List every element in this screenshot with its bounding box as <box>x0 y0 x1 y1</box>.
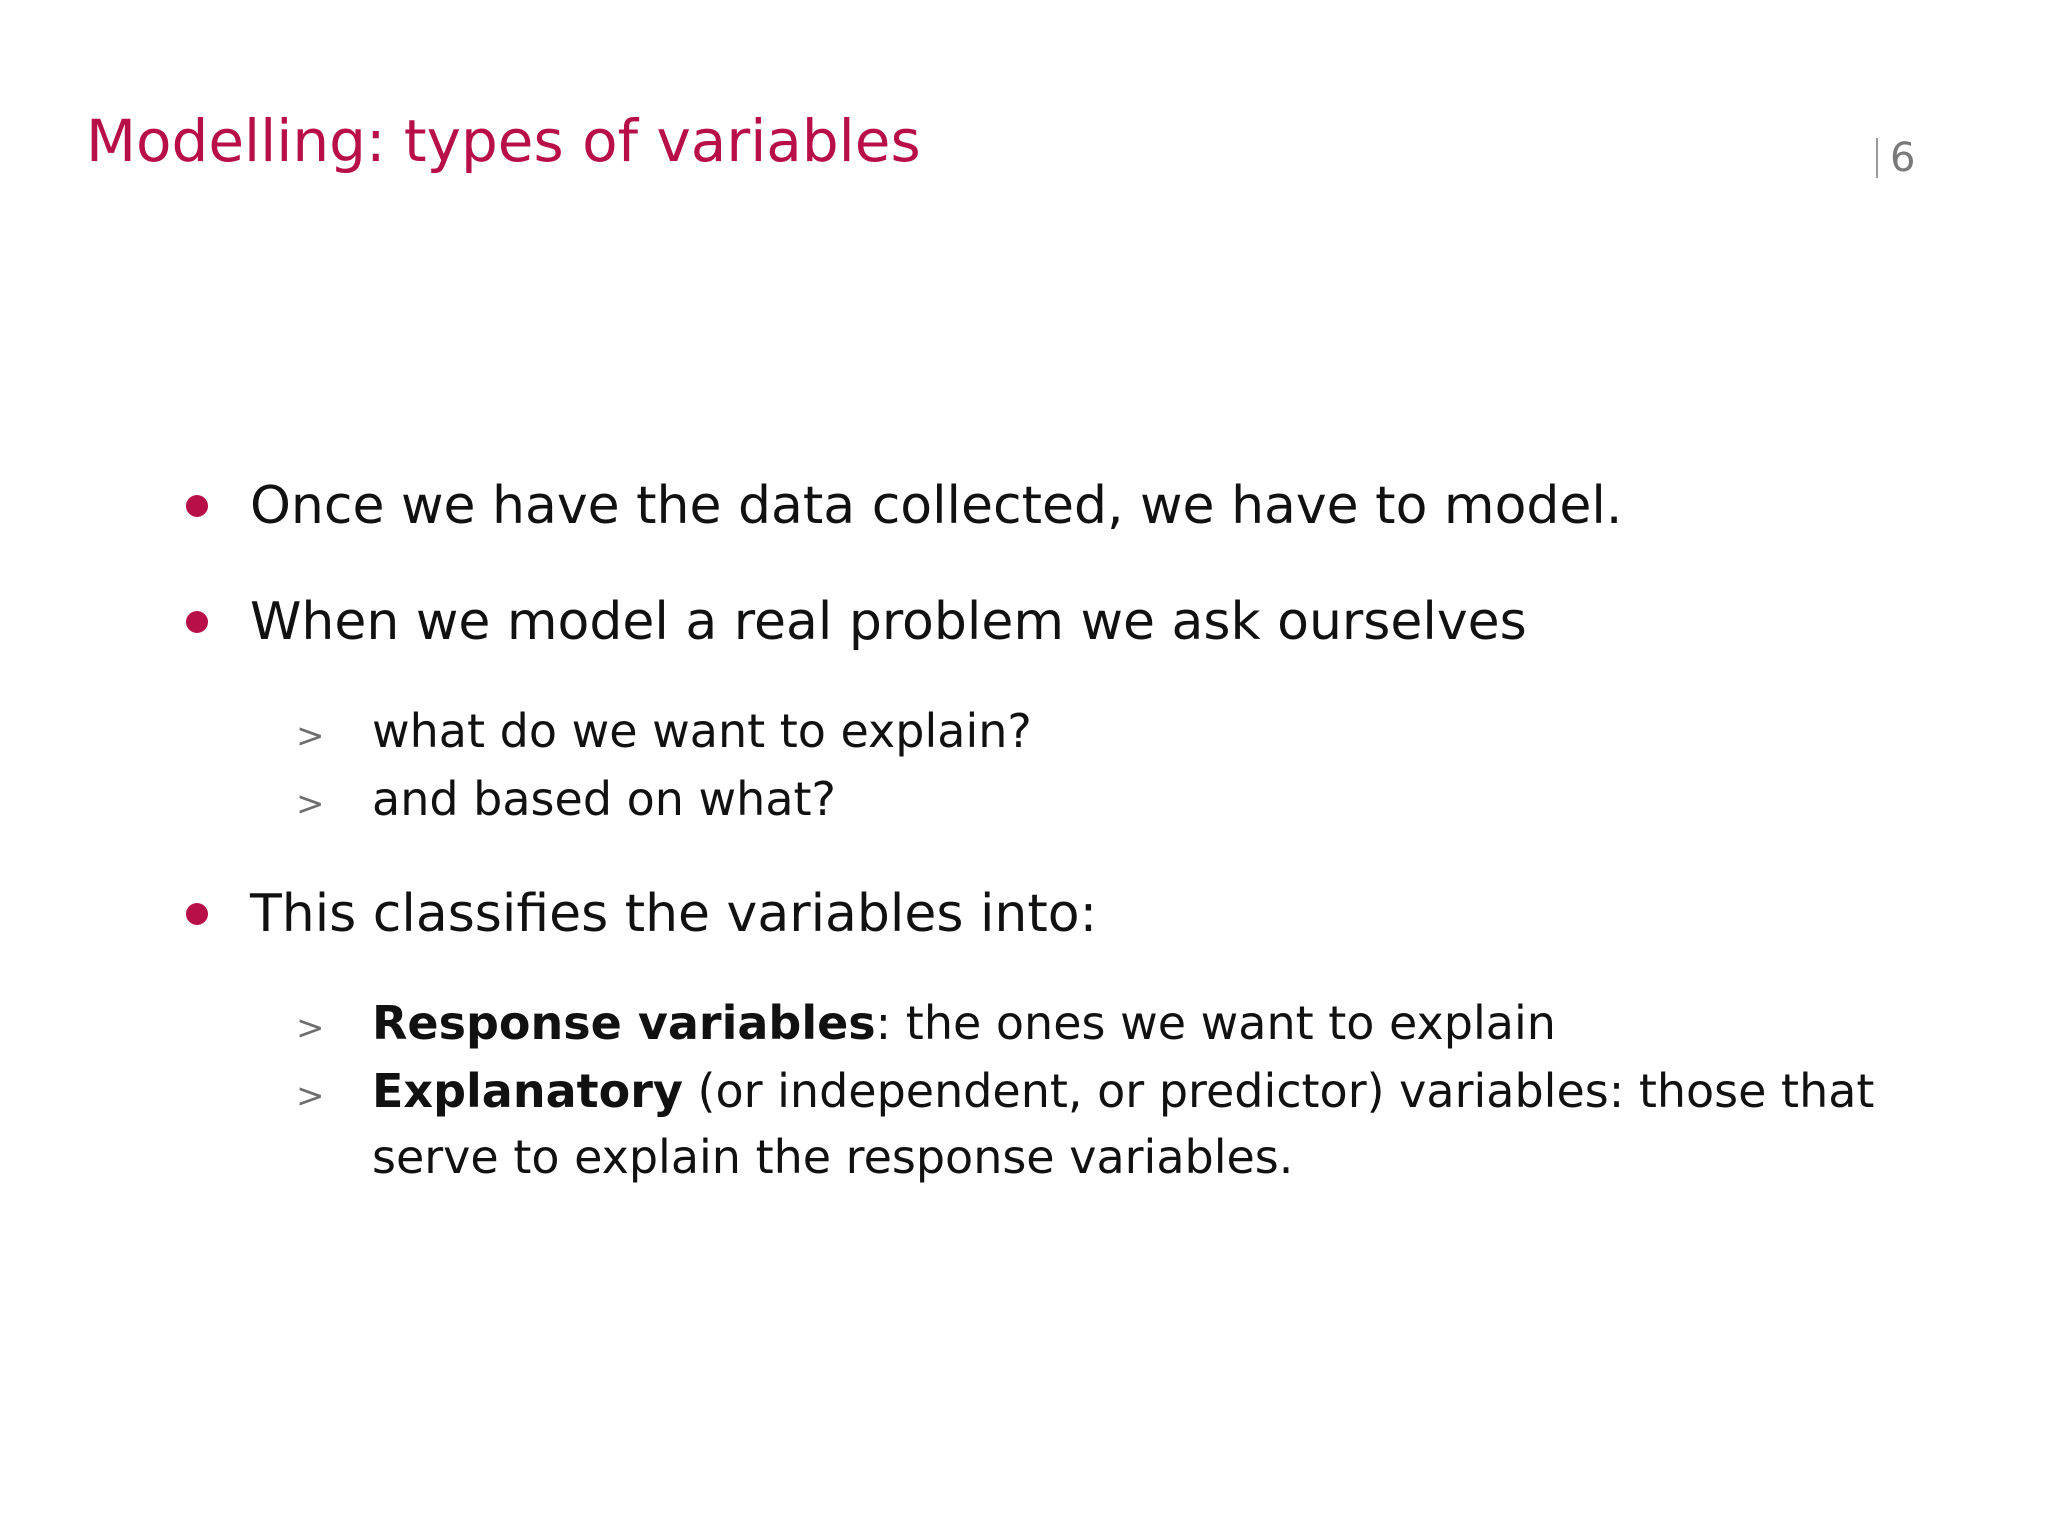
sub-text <box>372 1064 1875 1118</box>
bullet-text: This classifies the variables into: <box>250 884 1098 944</box>
sub-text <box>372 996 1556 1050</box>
term-description: (or independent, or predictor) variables: those that <box>682 1064 1875 1118</box>
bullet-item-3 <box>186 884 1098 944</box>
bullet-dot-icon <box>186 495 208 517</box>
bullet-item-2 <box>186 592 1527 652</box>
bullet-dot-icon <box>186 611 208 633</box>
sub-text: what do we want to explain? <box>372 704 1032 758</box>
sub-text: and based on what? <box>372 772 836 826</box>
sub-item-response-variables <box>296 996 1556 1050</box>
slide-title: Modelling: types of variables <box>86 107 921 175</box>
page-number: 6 <box>1876 138 1915 178</box>
bullet-dot-icon <box>186 903 208 925</box>
bullet-item-1 <box>186 476 1623 536</box>
term-explanatory: Explanatory <box>372 1064 683 1118</box>
greater-than-marker-icon: > <box>296 1076 325 1116</box>
sub-item-question-1 <box>296 704 1032 758</box>
bullet-text: Once we have the data collected, we have to model. <box>250 476 1623 536</box>
greater-than-marker-icon: > <box>296 1008 325 1048</box>
explanatory-continuation: serve to explain the response variables. <box>372 1130 1294 1184</box>
term-description: : the ones we want to explain <box>875 996 1556 1050</box>
greater-than-marker-icon: > <box>296 716 325 756</box>
sub-item-explanatory-variables <box>296 1064 1875 1118</box>
bullet-text: When we model a real problem we ask ourselves <box>250 592 1527 652</box>
term-response-variables: Response variables <box>372 996 876 1050</box>
sub-item-question-2 <box>296 772 836 826</box>
greater-than-marker-icon: > <box>296 784 325 824</box>
